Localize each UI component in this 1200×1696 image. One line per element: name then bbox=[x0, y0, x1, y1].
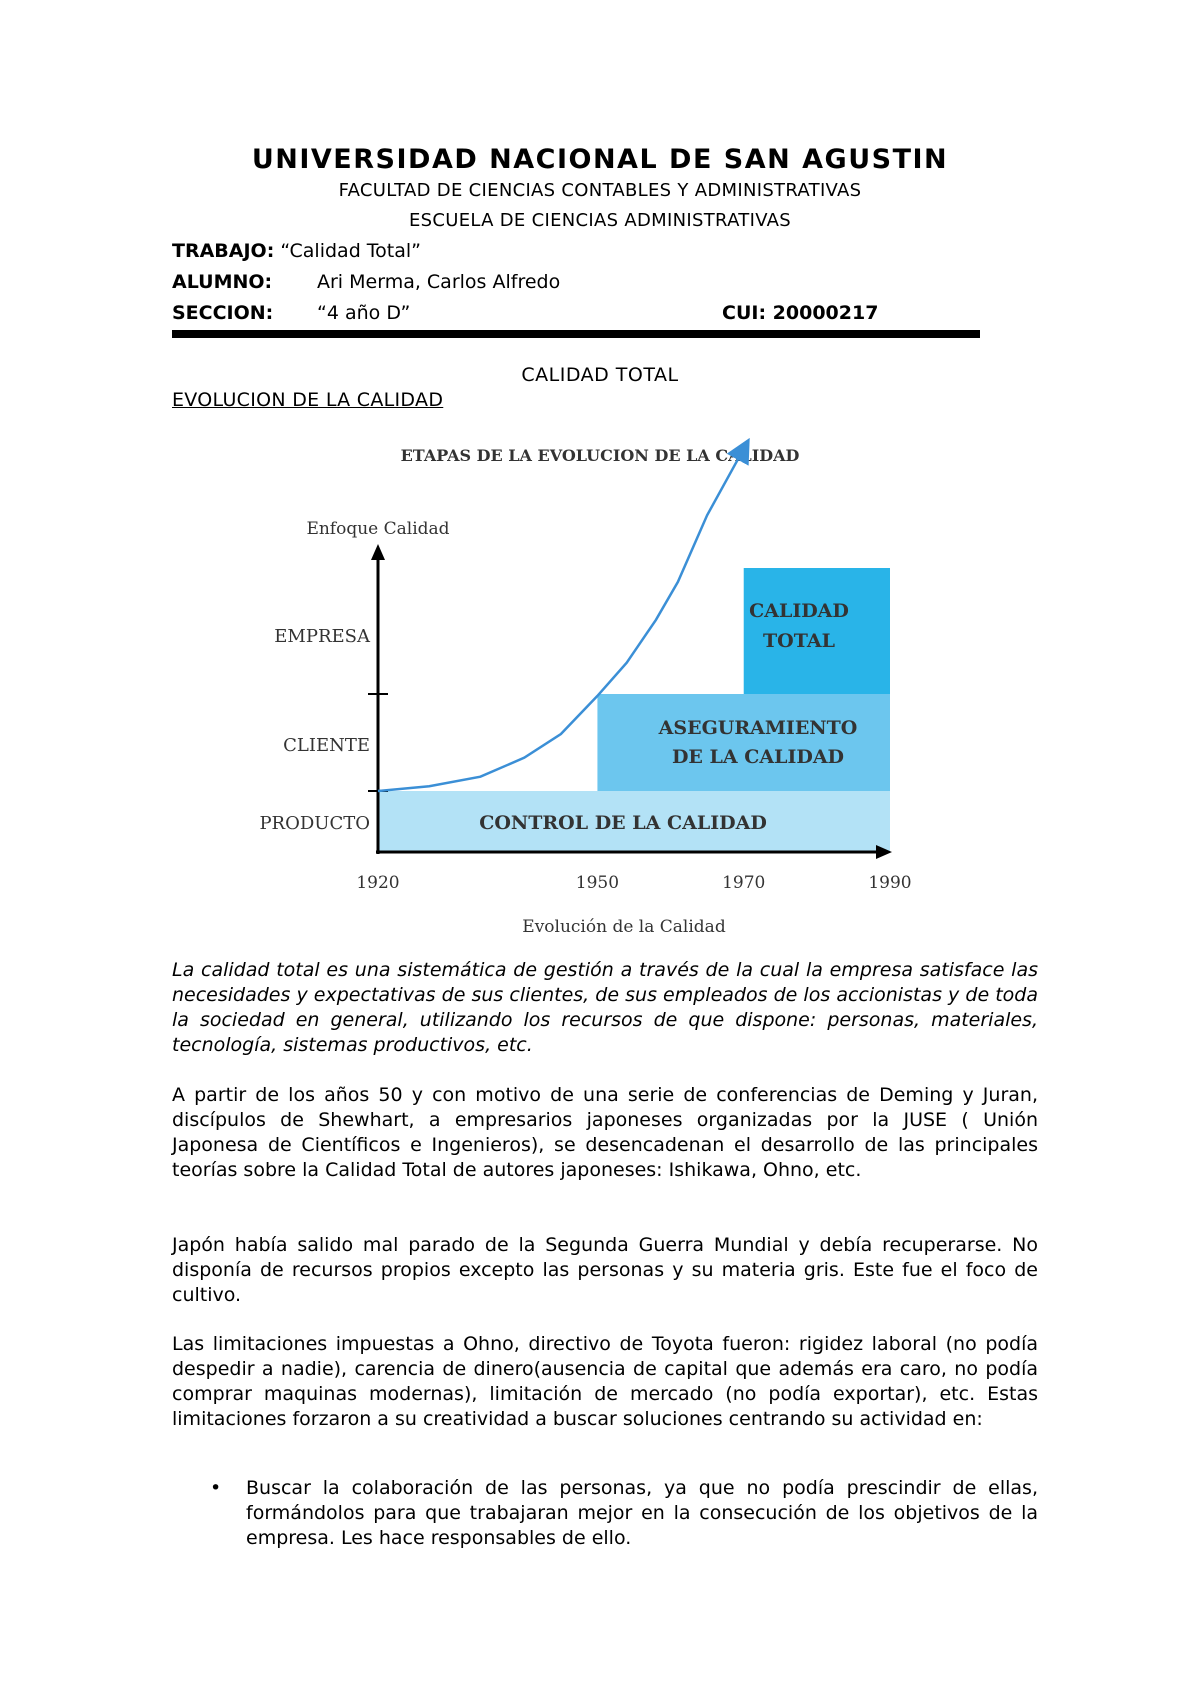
trabajo-label: TRABAJO: bbox=[172, 240, 275, 262]
y-axis-title: Enfoque Calidad bbox=[306, 519, 450, 539]
paragraph-3: Japón había salido mal parado de la Segunda Guerra Mundial y debía recuperarse. No disponía de recursos propios excepto las personas y su materia gris. Este fue el foco de cultivo. bbox=[172, 1234, 1038, 1306]
section-subtitle: EVOLUCION DE LA CALIDAD bbox=[172, 389, 444, 411]
region-aseguramiento bbox=[597, 694, 890, 791]
y-axis-arrow bbox=[371, 544, 385, 560]
seccion-value: “4 año D” bbox=[317, 302, 411, 324]
bullet-list bbox=[210, 1476, 1038, 1551]
alumno-value: Ari Merma, Carlos Alfredo bbox=[317, 271, 561, 293]
trabajo-value: “Calidad Total” bbox=[280, 240, 422, 262]
region-label-calidad-1: CALIDAD bbox=[749, 600, 849, 622]
x-tick-1970: 1970 bbox=[722, 873, 766, 893]
chart-title: ETAPAS DE LA EVOLUCION DE LA CALIDAD bbox=[400, 446, 800, 465]
faculty-name: FACULTAD DE CIENCIAS CONTABLES Y ADMINISTRATIVAS bbox=[338, 180, 862, 201]
region-label-aseguramiento-2: DE LA CALIDAD bbox=[671, 746, 845, 768]
university-name: UNIVERSIDAD NACIONAL DE SAN AGUSTIN bbox=[251, 144, 949, 175]
alumno-label: ALUMNO: bbox=[172, 271, 273, 293]
y-level-cliente: CLIENTE bbox=[283, 735, 370, 756]
bullet-marker: • bbox=[210, 1477, 222, 1499]
cui-value: CUI: 20000217 bbox=[722, 302, 879, 324]
school-name: ESCUELA DE CIENCIAS ADMINISTRATIVAS bbox=[408, 210, 791, 231]
region-label-control: CONTROL DE LA CALIDAD bbox=[479, 812, 767, 834]
region-label-aseguramiento-1: ASEGURAMIENTO bbox=[658, 717, 858, 739]
paragraph-4: Las limitaciones impuestas a Ohno, directivo de Toyota fueron: rigidez laboral (no podía despedir a nadie), carencia de dinero(ausencia de capital que además era caro, no podía comprar maquinas modernas), limitación de mercado (no podía exportar), etc. Estas limitaciones forzaron a su creatividad a buscar soluciones centrando su actividad en: bbox=[172, 1333, 1038, 1430]
seccion-label: SECCION: bbox=[172, 302, 274, 324]
x-axis-title: Evolución de la Calidad bbox=[522, 917, 726, 937]
region-label-calidad-2: TOTAL bbox=[763, 630, 835, 652]
paragraph-1: La calidad total es una sistemática de gestión a través de la cual la empresa satisface las necesidades y expectativas de sus clientes, de sus empleados de los accionistas y de toda la sociedad en general, utilizando los recursos de que dispone: personas, materiales, tecnología, sistemas productivos, etc. bbox=[172, 959, 1038, 1056]
x-tick-1920: 1920 bbox=[356, 873, 400, 893]
x-tick-1990: 1990 bbox=[868, 873, 912, 893]
section-title: CALIDAD TOTAL bbox=[521, 364, 679, 386]
bullet-item: Buscar la colaboración de las personas, ya que no podía prescindir de ellas, formándolos para que trabajaran mejor en la consecución de los objetivos de la empresa. Les hace responsables de ello. bbox=[246, 1477, 1038, 1549]
paragraph-2: A partir de los años 50 y con motivo de una serie de conferencias de Deming y Juran, discípulos de Shewhart, a empresarios japoneses organizadas por la JUSE ( Unión Japonesa de Científicos e Ingenieros), se desencadenan el desarrollo de las principales teorías sobre la Calidad Total de autores japoneses: Ishikawa, Ohno, etc. bbox=[172, 1084, 1038, 1181]
y-level-empresa: EMPRESA bbox=[274, 626, 370, 647]
x-tick-1950: 1950 bbox=[575, 873, 620, 893]
y-level-producto: PRODUCTO bbox=[259, 813, 370, 834]
